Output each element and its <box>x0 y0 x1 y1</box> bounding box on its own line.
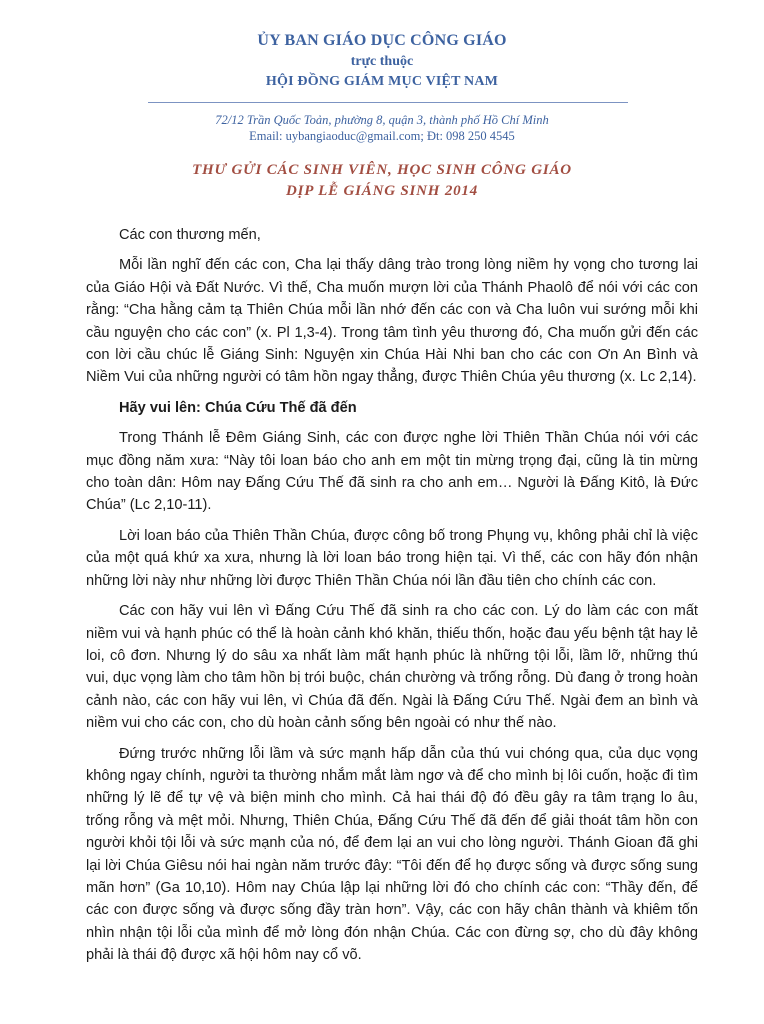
letter-title-line-1: THƯ GỬI CÁC SINH VIÊN, HỌC SINH CÔNG GIÁO <box>192 162 572 178</box>
council-name: HỘI ĐỒNG GIÁM MỤC VIỆT NAM <box>265 74 499 89</box>
salutation: Các con thương mến, <box>119 227 261 243</box>
organization-name: ỦY BAN GIÁO DỤC CÔNG GIÁO <box>257 32 507 49</box>
contact-block <box>0 112 764 144</box>
paragraph-2: Trong Thánh lễ Đêm Giáng Sinh, các con được nghe lời Thiên Thần Chúa nói với các mục đồng năm xưa: “Này tôi loan báo cho anh em một tin mừng trọng đại, cũng là tin mừng cho toàn dân: Hôm nay Đấng Cứu Thế đã sinh ra cho anh em… Người là Đấng Kitô, là Đức Chúa” (Lc 2,10-11). <box>86 430 698 514</box>
letter-title-line-2: DỊP LỄ GIÁNG SINH 2014 <box>285 183 479 199</box>
paragraph-3: Lời loan báo của Thiên Thần Chúa, được công bố trong Phụng vụ, không phải chỉ là việc của một quá khứ xa xưa, nhưng là lời loan báo trong hiện tại. Vì thế, các con hãy đón nhận những lời này như những lời được Thiên Thần Chúa nói lần đầu tiên cho chính các con. <box>86 527 698 589</box>
paragraph-5: Đứng trước những lỗi lầm và sức mạnh hấp dẫn của thú vui chóng qua, của dục vọng không ngay chính, người ta thường nhắm mắt làm ngơ và để cho mình bị lôi cuốn, hoặc đi tìm những lý lẽ để tự vệ và biện minh cho mình. Cả hai thái độ đó đều gây ra tâm trạng lo âu, trống rỗng và mệt mỏi. Nhưng, Thiên Chúa, Đấng Cứu Thế đã đến để giải thoát tâm hồn con người khỏi tội lỗi và sức mạnh của nó, để đem lại an vui cho lòng người. Thánh Gioan đã ghi lại lời Chúa Giêsu nói hai ngàn năm trước đây: “Tôi đến để họ được sống và được sống sung mãn hơn” (Ga 10,10). Hôm nay Chúa lập lại những lời đó cho chính các con: “Thầy đến, để các con được sống và được sống đầy tràn hơn”. Vậy, các con hãy chân thành và khiêm tốn nhìn nhận tội lỗi của mình để mở lòng đón nhận Chúa. Các con đừng sợ, cho dù đây không phải là thái độ được xã hội hôm nay cổ võ. <box>86 745 698 964</box>
paragraph-1: Mỗi lần nghĩ đến các con, Cha lại thấy dâng trào trong lòng niềm hy vọng cho tương lai của Giáo Hội và Đất Nước. Vì thế, Cha muốn mượn lời của Thánh Phaolô để nói với các con rằng: “Cha hằng cảm tạ Thiên Chúa mỗi lần nhớ đến các con và Cha luôn vui sướng mỗi khi cầu nguyện cho các con” (x. Pl 1,3-4). Trong tâm tình yêu thương đó, Cha muốn gửi đến các con lời cầu chúc lễ Giáng Sinh: Nguyện xin Chúa Hài Nhi ban cho các con Ơn An Bình và Niềm Vui của những người có tâm hồn ngay thẳng, được Thiên Chúa yêu thương (x. Lc 2,14). <box>86 257 698 386</box>
letterhead <box>0 30 764 92</box>
contact-line: Email: uybangiaoduc@gmail.com; Đt: 098 250 4545 <box>249 129 515 143</box>
address-line: 72/12 Trần Quốc Toản, phường 8, quận 3, thành phố Hồ Chí Minh <box>215 113 549 127</box>
letter-body <box>86 224 698 975</box>
letter-title <box>0 160 764 202</box>
paragraph-4: Các con hãy vui lên vì Đấng Cứu Thế đã sinh ra cho các con. Lý do làm các con mất niềm vui và hạnh phúc có thể là hoàn cảnh khó khăn, thiếu thốn, hoặc đau yếu bệnh tật hay lẻ loi, cô đơn. Nhưng lý do sâu xa nhất làm mất hạnh phúc là những tội lỗi, lầm lỡ, những thú vui, dục vọng làm cho tâm hồn bị trói buộc, chán chường và trống rỗng. Dù đang ở trong hoàn cảnh nào, các con hãy vui lên, vì Chúa đã đến. Ngài là Đấng Cứu Thế. Ngài đem an bình và niềm vui cho các con, cho dù hoàn cảnh sống bên ngoài có như thế nào. <box>86 603 698 732</box>
header-divider <box>148 102 628 103</box>
section-heading: Hãy vui lên: Chúa Cứu Thế đã đến <box>119 399 357 416</box>
affiliation-label: trực thuộc <box>350 54 414 69</box>
